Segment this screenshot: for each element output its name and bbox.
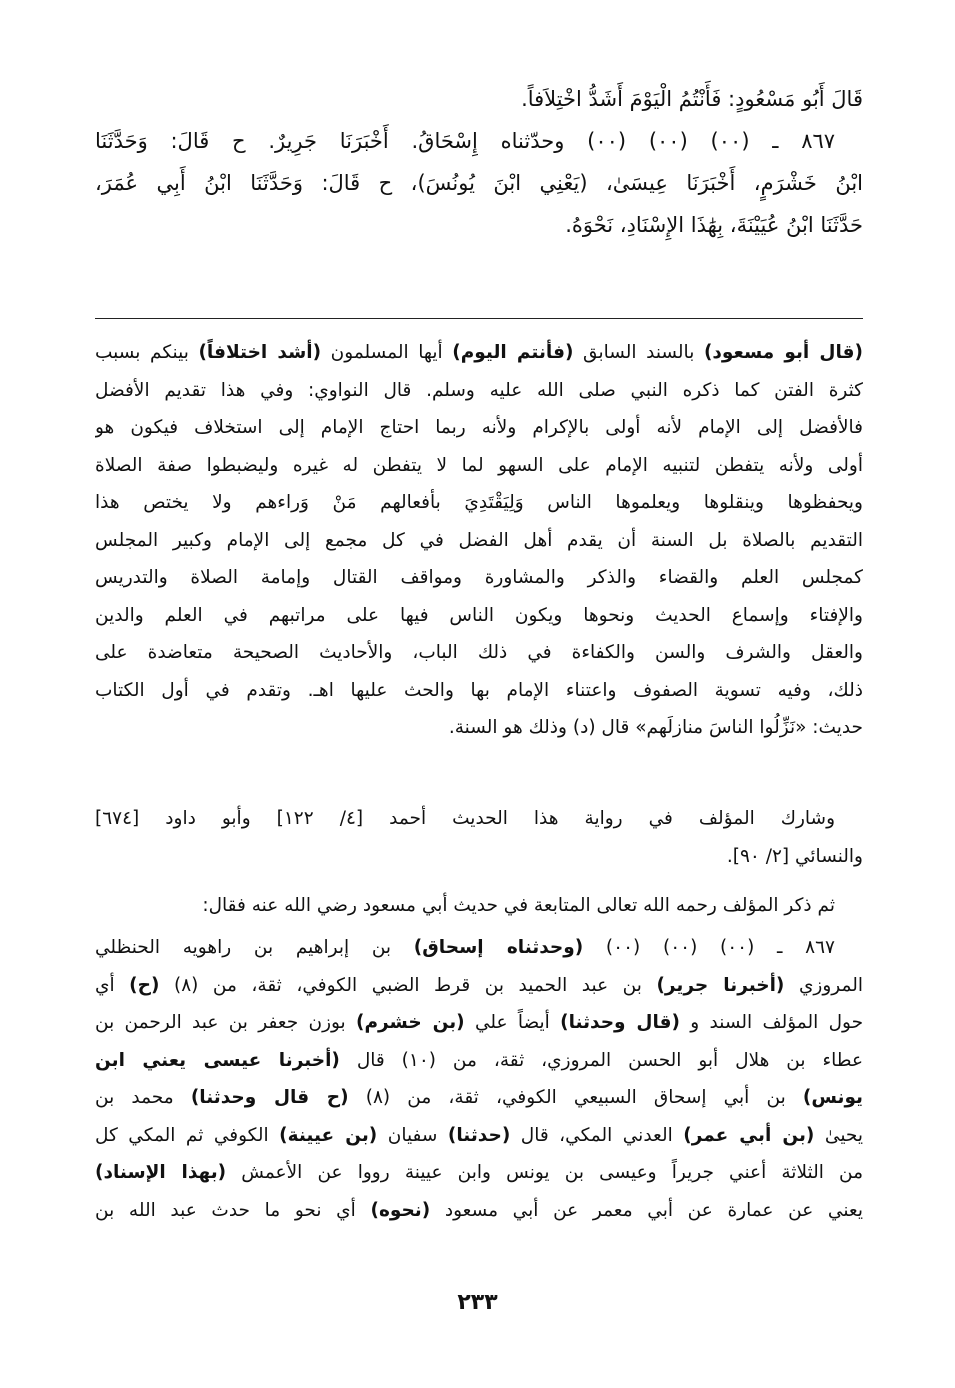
text-segment: بن إبراهيم بن راهويه الحنظلي [95, 937, 414, 958]
text-segment: ابْنُ خَشْرَمٍ، أَخْبَرَنَا عِيسَىٰ، (يَعْنِي ابْنَ يُونُسَ)، ح قَالَ: وَحَدَّثَنَا ابْنُ أَبِي عُمَرَ، [95, 171, 863, 195]
text-segment: أولى ولأنه يتفطن لتنبيه الإمام على السهو لما لا يتفطن له غيره وليضبطوا صفة الصلاة [95, 454, 863, 476]
bold-quote: (ح قال وحدثنا) [190, 1087, 349, 1108]
commentary-para-4 [95, 929, 863, 1229]
text-line [95, 372, 863, 410]
text-line [95, 1079, 863, 1117]
text-line [95, 1154, 863, 1192]
bold-quote: (أخبرنا عيسى يعني ابن [95, 1049, 340, 1071]
text-segment: حَدَّثَنَا ابْنُ عُيَيْنَةَ، بِهَٰذَا الإِسْنَادِ، نَحْوَهُ. [565, 213, 863, 237]
text-segment: ويحفظوها وينقلوها ويعلموها الناس وَلِيَقْتَدِيَ بأفعالهم مَنْ وَراءهم ولا يختص هذا [95, 492, 863, 513]
text-line [95, 409, 863, 447]
text-segment: أي [95, 974, 130, 996]
text-line [95, 1192, 863, 1230]
text-segment: والعقل والشرف والسن والكفاءة في ذلك الباب، والأحاديث الصحيحة متعاضدة على [95, 642, 863, 663]
bold-quote: (فأنتم اليوم) [452, 342, 574, 363]
text-line [95, 1004, 863, 1042]
text-segment: ذلك، وفيه تسوية الصفوف واعتناء الإمام بها والحث عليها اهـ. وتقدم في أول الكتاب [95, 679, 863, 701]
footnote-separator [95, 318, 863, 319]
text-segment: بن عبد الحميد بن قرط الضبي الكوفي، ثقة، من (٨) [159, 974, 657, 996]
bold-quote: (أخبرنا جرير) [656, 974, 785, 996]
text-segment: حول المؤلف السند و [680, 1012, 863, 1033]
text-line [95, 1042, 863, 1080]
text-line [95, 672, 863, 710]
text-segment: ٨٦٧ ـ (٠٠) (٠٠) (٠٠) وحدّثناه إِسْحَاقُ. أَخْبَرَنَا جَرِيرٌ. ح قَالَ: وَحَدَّثَنَا [95, 129, 836, 153]
text-line [95, 887, 863, 925]
commentary-para-1 [95, 334, 863, 747]
text-segment: بينكم بسبب [95, 342, 199, 363]
bold-quote: يونس) [802, 1087, 863, 1108]
text-line [95, 1117, 863, 1155]
text-segment: كثرة الفتن كما ذكره النبي صلى الله عليه وسلم. قال النواوي: وفي هذا تقديم الأفضل [95, 379, 863, 401]
text-line [95, 800, 863, 838]
text-segment: من الثلاثة أعني جريراً وعيسى بن يونس وابن عيينة رووا عن الأعمش [226, 1162, 863, 1183]
text-line [95, 78, 863, 120]
text-segment: والإفتاء وإسماع الحديث ونحوها ويكون الناس فيها على مراتبهم في العلم والدين [95, 604, 863, 626]
bold-quote: (بن خشرم) [356, 1012, 465, 1033]
bold-quote: (وحدثناه إسحاق) [413, 937, 584, 958]
text-segment: كمجلس العلم والقضاء والذكر والمشاورة ومواقف القتال وإمامة الصلاة والتدريس [95, 567, 863, 588]
text-segment: يعني عن عمارة عن أبي معمر عن أبي مسعود [430, 1199, 863, 1221]
text-segment: قَالَ أَبُو مَسْعُودٍ: فَأَنْتُمُ الْيَوْمَ أَشَدُّ اخْتِلاَفاً. [521, 87, 863, 111]
text-segment: أي نحو ما حدث عبد الله بن [95, 1199, 371, 1221]
text-segment: والنسائي [٢/ ٩٠]. [726, 845, 863, 867]
text-segment: سفيان [377, 1124, 448, 1146]
text-line [95, 447, 863, 485]
text-segment: المروزي [784, 974, 863, 996]
text-line [95, 334, 863, 372]
page-number: ٢٣٣ [457, 1290, 498, 1315]
hadith-text [95, 78, 863, 246]
bold-quote: (ح) [129, 974, 160, 996]
text-segment: بن أبي إسحاق السبيعي الكوفي، ثقة، من (٨) [348, 1087, 803, 1108]
text-line [95, 484, 863, 522]
text-segment: فالأفضل إلى الإمام لأنه أولى بالإكرام ولأنه ربما احتاج الإمام إلى استخلاف فيكون هو [95, 417, 863, 438]
bold-quote: (بهذا الإسناد) [95, 1162, 227, 1183]
text-line [95, 522, 863, 560]
text-segment: أيها المسلمون [321, 342, 453, 363]
text-segment: عطاء بن هلال أبو الحسن المروزي، ثقة، من (١٠) قال [339, 1049, 863, 1071]
text-segment: التقديم بالصلاة بل السنة أن يقدم أهل الفضل في كل مجمع إلى الإمام وكبير المجلس [95, 529, 863, 551]
text-line [95, 838, 863, 876]
commentary-para-3 [95, 887, 863, 925]
text-line [95, 634, 863, 672]
text-line [95, 559, 863, 597]
bold-quote: (نحوه) [370, 1199, 431, 1221]
bold-quote: (أشد اختلافاً) [198, 342, 322, 363]
text-segment: العدني المكي، قال [510, 1124, 684, 1146]
text-line [95, 204, 863, 246]
bold-quote: (بن عيينة) [279, 1124, 378, 1146]
text-segment: بوزن جعفر بن عبد الرحمن بن [95, 1012, 357, 1033]
text-segment: وشارك المؤلف في رواية هذا الحديث أحمد [٤/ ١٢٢] وأبو داود [٦٧٤] [95, 808, 835, 829]
text-segment: أيضاً علي [464, 1012, 561, 1033]
commentary-para-2 [95, 800, 863, 875]
text-segment: بالسند السابق [573, 342, 704, 363]
text-segment: ثم ذكر المؤلف رحمه الله تعالى المتابعة في حديث أبي مسعود رضي الله عنه فقال: [202, 895, 835, 916]
text-line [95, 162, 863, 204]
text-segment: الكوفي ثم المكي كل [95, 1124, 280, 1146]
bold-quote: (بن أبي عمر) [683, 1124, 815, 1146]
text-segment: حديث: «نَزِّلُوا الناسَ منازلَهم» قال (د) وذلك هو السنة. [448, 717, 863, 738]
text-segment: يحيىٰ [814, 1124, 863, 1146]
text-line [95, 597, 863, 635]
text-line [95, 967, 863, 1005]
bold-quote: (قال وحدثنا) [560, 1012, 680, 1033]
text-line [95, 120, 863, 162]
text-line [95, 709, 863, 747]
text-segment: ٨٦٧ ـ (٠٠) (٠٠) (٠٠) [583, 937, 835, 958]
bold-quote: (حدثنا) [447, 1124, 511, 1146]
text-segment: محمد بن [95, 1087, 191, 1108]
text-line [95, 929, 863, 967]
bold-quote: (قال أبو مسعود) [703, 342, 863, 363]
